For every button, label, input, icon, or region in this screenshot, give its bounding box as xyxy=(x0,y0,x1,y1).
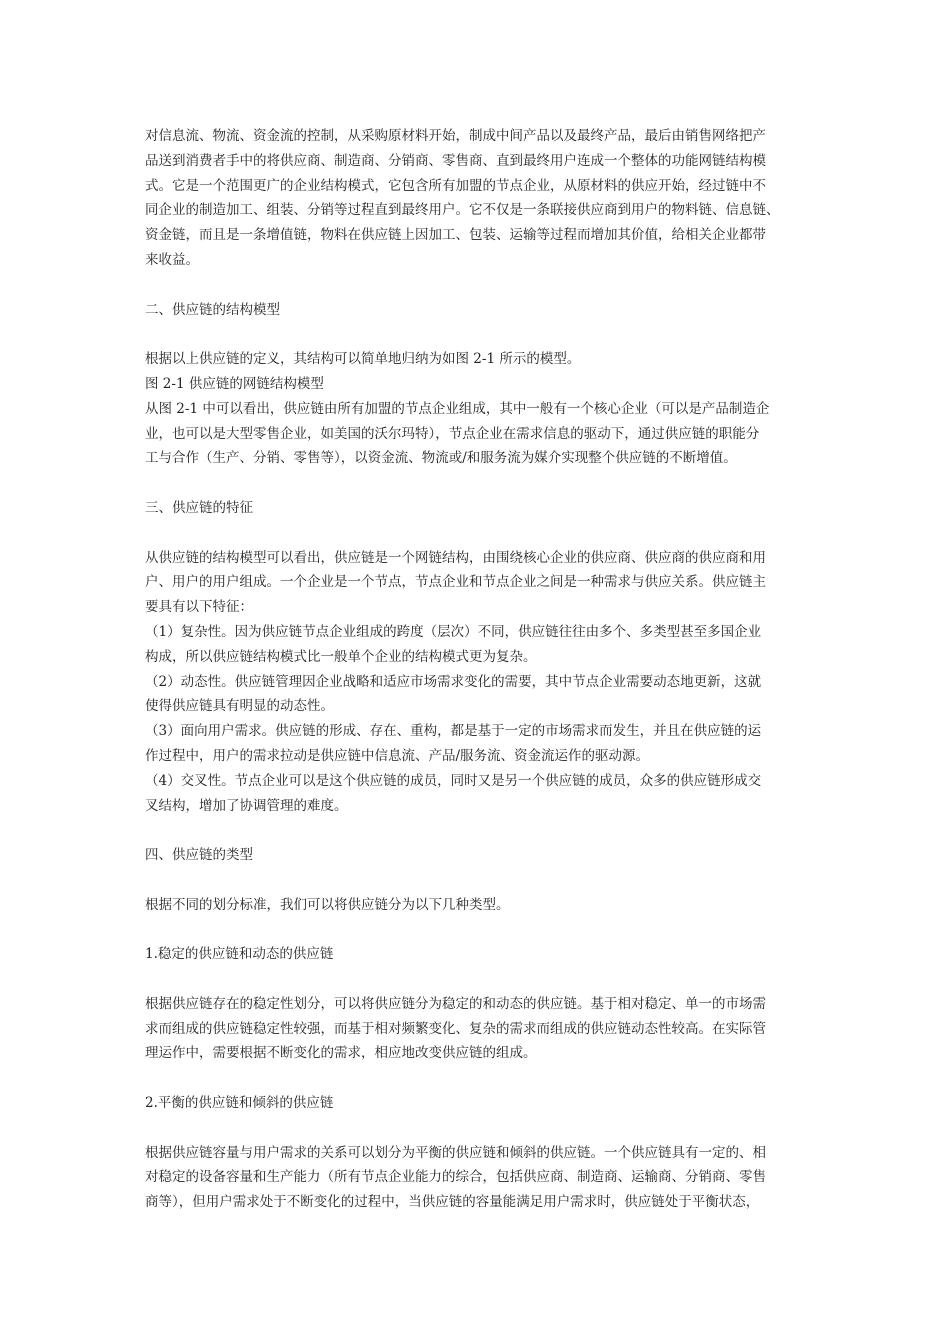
subsection-heading-balanced-skewed: 2.平衡的供应链和倾斜的供应链 xyxy=(145,1095,334,1112)
text-line: 求而组成的供应链稳定性较强，而基于相对频繁变化、复杂的需求而组成的供应链动态性较高。在实际管 xyxy=(145,1020,766,1037)
characteristics-paragraph xyxy=(145,546,813,819)
text-line: 构成，所以供应链结构模式比一般单个企业的结构模式更为复杂。 xyxy=(145,648,537,665)
text-line: 资金链，而且是一条增值链，物料在供应链上因加工、包装、运输等过程而增加其价值，给相关企业都带 xyxy=(145,227,766,244)
text-line: 从图 2-1 中可以看出，供应链由所有加盟的节点企业组成，其中一般有一个核心企业（可以是产品制造企 xyxy=(145,400,770,417)
text-line: 品送到消费者手中的将供应商、制造商、分销商、零售商、直到最终用户连成一个整体的功能网链结构模 xyxy=(145,152,766,169)
text-line: 理运作中，需要根据不断变化的需求，相应地改变供应链的组成。 xyxy=(145,1045,537,1062)
text-line: 户、用户的用户组成。一个企业是一个节点，节点企业和节点企业之间是一种需求与供应关系。供应链主 xyxy=(145,574,766,591)
structure-model-paragraph xyxy=(145,347,813,471)
text-line: 叉结构，增加了协调管理的难度。 xyxy=(145,797,348,814)
types-intro: 根据不同的划分标准，我们可以将供应链分为以下几种类型。 xyxy=(145,896,510,913)
paragraph-gap xyxy=(145,273,813,298)
list-item: （4）交叉性。节点企业可以是这个供应链的成员，同时又是另一个供应链的成员，众多的供应链形成交 xyxy=(145,772,762,789)
figure-caption: 图 2-1 供应链的网链结构模型 xyxy=(145,375,324,392)
list-item: （3）面向用户需求。供应链的形成、存在、重构，都是基于一定的市场需求而发生，并且在供应链的运 xyxy=(145,723,762,740)
text-line: 要具有以下特征： xyxy=(145,599,253,616)
paragraph-gap xyxy=(145,868,813,893)
list-item: （2）动态性。供应链管理因企业战略和适应市场需求变化的需要，其中节点企业需要动态地更新，这就 xyxy=(145,673,762,690)
text-line: 对稳定的设备容量和生产能力（所有节点企业能力的综合，包括供应商、制造商、运输商、分销商、零售 xyxy=(145,1169,766,1186)
subsection-heading-stable-dynamic: 1.稳定的供应链和动态的供应链 xyxy=(145,946,334,963)
paragraph-gap xyxy=(145,521,813,546)
section-heading-types: 四、供应链的类型 xyxy=(145,847,253,864)
paragraph-gap xyxy=(145,1066,813,1091)
text-line: 从供应链的结构模型可以看出，供应链是一个网链结构，由围绕核心企业的供应商、供应商的供应商和用 xyxy=(145,549,766,566)
paragraph-gap xyxy=(145,918,813,943)
text-line: 商等），但用户需求处于不断变化的过程中，当供应链的容量能满足用户需求时，供应链处于平衡状态， xyxy=(145,1194,760,1211)
paragraph-gap xyxy=(145,322,813,347)
text-line: 式。它是一个范围更广的企业结构模式，它包含所有加盟的节点企业，从原材料的供应开始，经过链中不 xyxy=(145,177,766,194)
document-page xyxy=(145,124,813,1215)
text-line: 业，也可以是大型零售企业，如美国的沃尔玛特），节点企业在需求信息的驱动下，通过供应链的职能分 xyxy=(145,425,760,442)
paragraph-gap xyxy=(145,818,813,843)
text-line: 根据以上供应链的定义，其结构可以简单地归纳为如图 2-1 所示的模型。 xyxy=(145,351,581,368)
text-line: 对信息流、物流、资金流的控制，从采购原材料开始，制成中间产品以及最终产品，最后由销售网络把产 xyxy=(145,128,766,144)
balanced-skewed-paragraph xyxy=(145,1141,813,1215)
section-heading-structure-model: 二、供应链的结构模型 xyxy=(145,301,280,318)
stable-dynamic-paragraph xyxy=(145,992,813,1066)
paragraph-gap xyxy=(145,471,813,496)
text-line: 根据供应链容量与用户需求的关系可以划分为平衡的供应链和倾斜的供应链。一个供应链具有一定的、相 xyxy=(145,1144,766,1161)
text-line: 同企业的制造加工、组装、分销等过程直到最终用户。它不仅是一条联接供应商到用户的物料链、信息链、 xyxy=(145,202,780,219)
paragraph-gap xyxy=(145,967,813,992)
text-line: 来收益。 xyxy=(145,251,199,268)
text-line: 使得供应链具有明显的动态性。 xyxy=(145,698,334,715)
text-line: 工与合作（生产、分销、零售等），以资金流、物流或/和服务流为媒介实现整个供应链的不断增值。 xyxy=(145,450,737,467)
paragraph-gap xyxy=(145,1116,813,1141)
text-line: 作过程中，用户的需求拉动是供应链中信息流、产品/服务流、资金流运作的驱动源。 xyxy=(145,747,650,764)
intro-paragraph xyxy=(145,124,813,273)
section-heading-characteristics: 三、供应链的特征 xyxy=(145,499,253,516)
list-item: （1）复杂性。因为供应链节点企业组成的跨度（层次）不同，供应链往往由多个、多类型甚至多国企业 xyxy=(145,623,762,640)
text-line: 根据供应链存在的稳定性划分，可以将供应链分为稳定的和动态的供应链。基于相对稳定、单一的市场需 xyxy=(145,995,766,1012)
